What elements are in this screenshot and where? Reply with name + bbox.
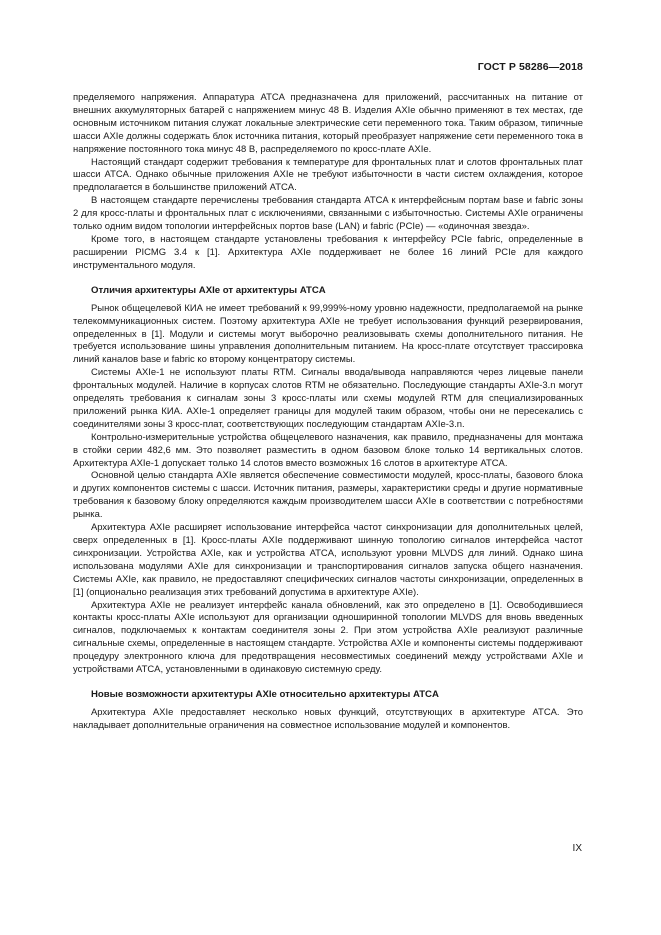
paragraph: Архитектура AXIe расширяет использование интерфейса частот синхронизации для дополнительных целей, сверх определенных в [1]. Кросс-платы AXIe поддерживают шинную топологию сигналов интерфейса частот синхронизации. Устройства AXIe, как и устройства ATCA, используют уровни MLVDS для линий. Однако шина использована модулями AXIe для синхронизации и транспортирования сигналов запуска общего назначения. Системы AXIe, как правило, не предоставляют специфических сигналов частоты синхронизации, определенных в [1] (опционально реализация этих требований допустима в архитектуре AXIe). xyxy=(73,522,583,598)
section-heading-new-features: Новые возможности архитектуры AXIe относительно архитектуры ATCA xyxy=(91,688,439,700)
paragraph-continuation: пределяемого напряжения. Аппаратура ATCA предназначена для приложений, рассчитанных на питание от внешних аккумуляторных батарей с напряжением минус 48 В. Изделия AXIe обычно применяют в тех местах, где основным источником питания служат локальные электрические сети переменного тока. Таким образом, типичные шасси AXIe должны содержать блок источника питания, который преобразует напряжение сети переменного тока в напряжение постоянного тока минус 48 В, распределяемого по кросс-плате AXIe. xyxy=(73,92,583,155)
paragraph: Рынок общецелевой КИА не имеет требований к 99,999%-ному уровню надежности, предполагаемой на рынке телекоммуникационных систем. Поэтому архитектура AXIe не требует использования функций резервирования, определенных в [1]. Модули и системы могут выборочно реализовывать схемы дополнительного питания. Не требуется использование шины управления дополнительным питанием. На кросс-плате отсутствует трассировка линий каналов base и fabric ко второму концентратору системы. xyxy=(73,302,583,366)
section-heading-differences: Отличия архитектуры AXIe от архитектуры ATCA xyxy=(91,284,326,296)
paragraph: Архитектура AXIe не реализует интерфейс канала обновлений, как это определено в [1]. Освободившиеся контакты кросс-платы AXIe используют для организации одноширинной топологии MLVDS для вновь введенных сигналов, подключаемых к контактам соединителя зоны 2. При этом устройства AXIe реализуют различные сигнальные схемы, определенные в настоящем стандарте. Устройства AXIe и компоненты системы поддерживают процедуру электронного ключа для предотвращения несовместимых соединений между устройствами AXIe и устройствами ATCA, установленными в одинаковую системную среду. xyxy=(73,599,583,676)
page-number: IX xyxy=(572,843,582,854)
paragraph: Основной целью стандарта AXIe является обеспечение совместимости модулей, кросс-платы, базового блока и других компонентов системы с шасси. Источник питания, размеры, характеристики среды и другие нормативные требования к базовому блоку определяются каждым производителем шасси AXIe в соответствии с потребностями рынка. xyxy=(73,470,583,521)
paragraph: Архитектура AXIe предоставляет несколько новых функций, отсутствующих в архитектуре ATCA. Это накладывает дополнительные ограничения на совместное использование модулей и компонентов. xyxy=(73,706,583,731)
paragraph: Системы AXIe-1 не используют платы RTM. Сигналы ввода/вывода направляются через лицевые панели фронтальных модулей. Наличие в корпусах слотов RTM не обязательно. Последующие стандарты AXIe-3.n могут определять требования к сигналам зоны 3 кросс-платы или схемы модулей RTM для специализированных приложений рынка КИА. AXIe-1 определяет границы для модулей таким образом, чтобы они не пересекались с соединителями зоны 3 кросс-плат, соответствующих последующим стандартам AXIe-3.n. xyxy=(73,367,583,430)
page-body xyxy=(73,92,583,733)
standard-header: ГОСТ Р 58286—2018 xyxy=(477,61,583,73)
paragraph: Контрольно-измерительные устройства общецелевого назначения, как правило, предназначены для монтажа в стойки серии 482,6 мм. Это позволяет разместить в одном базовом блоке только 14 вертикальных слотов. Архитектура AXIe-1 допускает только 14 слотов вместо возможных 16 слотов в архитектуре ATCA. xyxy=(73,431,583,469)
paragraph: В настоящем стандарте перечислены требования стандарта ATCA к интерфейсным портам base и fabric зоны 2 для кросс-платы и фронтальных плат с исключениями, связанными с избыточностью. Системы AXIe ограничены только одним видом топологии интерфейсных портов base (LAN) и fabric (PCIe) — «одиночная звезда». xyxy=(73,195,583,233)
paragraph: Настоящий стандарт содержит требования к температуре для фронтальных плат и слотов фронтальных плат шасси ATCA. Однако обычные приложения AXIe не требуют избыточности в части систем охлаждения, которое предполагается в большинстве приложений ATCA. xyxy=(73,156,583,194)
paragraph: Кроме того, в настоящем стандарте установлены требования к интерфейсу PCIe fabric, определенные в расширении PICMG 3.4 к [1]. Архитектура AXIe поддерживает не более 16 линий PCIe для каждого инструментального модуля. xyxy=(73,233,583,271)
